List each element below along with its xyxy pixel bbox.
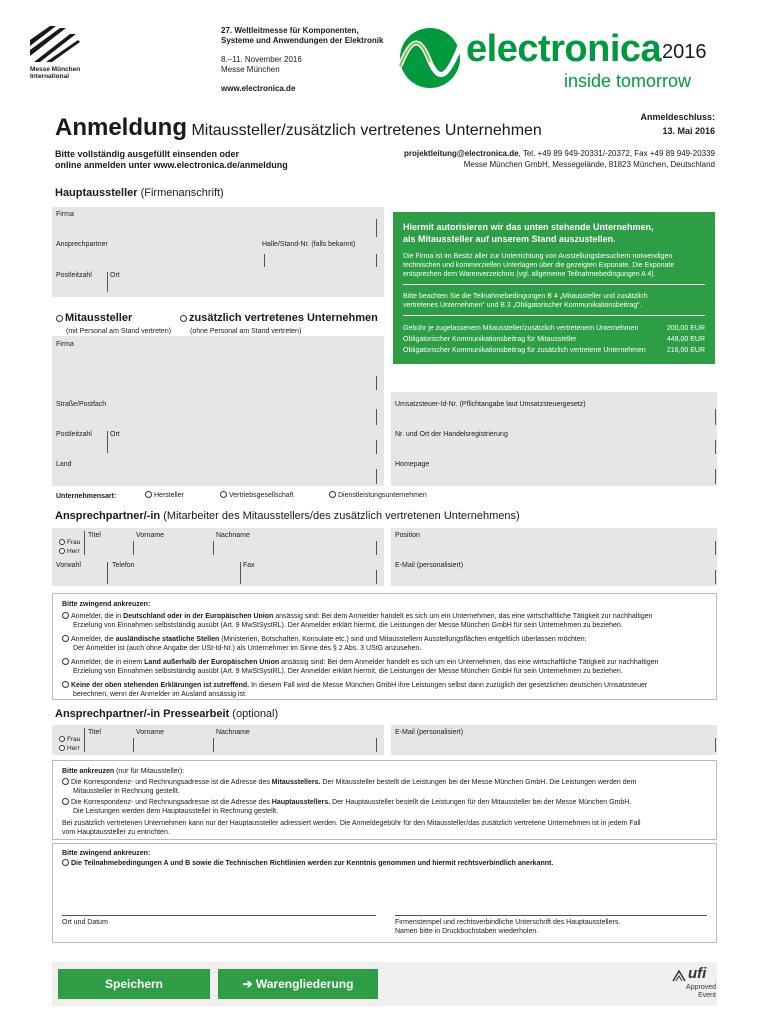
ha-ansprechpartner-input[interactable]: [56, 249, 256, 267]
ort-datum-label: Ort und Datum: [62, 919, 108, 926]
goods-classification-button[interactable]: ➔ Warengliederung: [218, 969, 378, 999]
tax-4-radio[interactable]: [62, 681, 69, 688]
ap-fax-tick: [376, 570, 377, 584]
ap-vorname-tick: [133, 541, 134, 555]
page-title: [55, 114, 542, 142]
tax-1-radio[interactable]: [62, 612, 69, 619]
presse-email-tick: [715, 738, 716, 752]
ma-handelsregister-tick: [715, 440, 716, 454]
agreement-text: Die Teilnahmebedingungen A und B sowie die Technischen Richtlinien werden zur Kenntnis genommen und hiermit rechtsverbindlich anerkannt.: [71, 860, 554, 867]
ansprechpartner-heading: [55, 510, 520, 522]
deadline-date: 13. Mai 2016: [662, 126, 715, 136]
ap-frau-label: Frau: [67, 539, 81, 546]
tax-item-2[interactable]: [62, 635, 712, 653]
billing-option-2[interactable]: [62, 798, 712, 816]
tax-heading: Bitte zwingend ankreuzen:: [62, 601, 151, 608]
ap-titel-tick: [84, 531, 85, 555]
ap-position-label: Position: [395, 532, 420, 539]
ap-vorname-label: Vorname: [136, 532, 165, 539]
ma-strasse-label: Straße/Postfach: [56, 401, 107, 408]
billing-1-bold: Mitausstellers.: [271, 779, 321, 786]
ma-firma-label: Firma: [56, 341, 74, 348]
ap-nachname-input[interactable]: [216, 541, 372, 554]
ma-land-label: Land: [56, 461, 72, 468]
tax-3-pre: Anmelder, die in einem: [71, 659, 145, 666]
zusaetzlich-radio[interactable]: [180, 315, 187, 322]
presse-frau-radio[interactable]: [59, 736, 65, 742]
ap-email-label: E-Mail (personalisiert): [395, 562, 464, 569]
tax-item-4[interactable]: [62, 681, 712, 699]
authorization-box: [393, 212, 715, 364]
presse-email-input[interactable]: [395, 738, 711, 751]
presse-herr-radio[interactable]: [59, 745, 65, 751]
instruction-2: online anmelden unter www.electronica.de/anmeldung: [55, 160, 288, 170]
signature-label-2: Namen bitte in Druckbuchstaben wiederholen.: [395, 928, 539, 935]
title-main: Anmeldung: [55, 114, 187, 141]
ma-land-tick: [376, 469, 377, 484]
presse-nachname-end-tick: [376, 738, 377, 752]
tax-4-post: In diesem Fall wird die Messe München GmbH ihre Leistungen selbst dann zuzüglich der gesetzlichen deutschen Umsatzsteuer: [249, 682, 648, 689]
billing-2-radio[interactable]: [62, 798, 69, 805]
billing-note-1: Bei zusätzlich vertretenen Unternehmen kann nur der Hauptaussteller adressiert werden. Die Anmeldegebühr für den Mitaussteller/das zusätzlich vertretene Unternehmen ist in jedem Fall: [62, 820, 641, 827]
billing-2-line2: Die Leistungen werden dem Hauptaussteller in Rechnung gestellt.: [73, 808, 279, 815]
ufi-logo: [672, 966, 718, 1004]
presse-heading-suffix: (optional): [232, 708, 279, 720]
deadline-label: Anmeldeschluss:: [640, 112, 715, 122]
presse-titel-label: Titel: [88, 729, 101, 736]
ufi-event: Event: [698, 992, 716, 999]
fair-line2: Systeme und Anwendungen der Elektronik: [221, 36, 384, 45]
billing-1-post: Der Mitaussteller bestellt die Leistungen bei der Messe München GmbH. Die Leistungen werden dem: [320, 779, 637, 786]
tax-3-radio[interactable]: [62, 658, 69, 665]
type-hersteller[interactable]: [145, 491, 184, 500]
ma-ort-label: Ort: [110, 431, 120, 438]
agreement-radio[interactable]: [62, 859, 69, 866]
tax-item-3[interactable]: [62, 658, 712, 676]
ma-plz-label: Postleitzahl: [56, 431, 92, 438]
ma-homepage-label: Homepage: [395, 461, 430, 468]
messe-muenchen-logo: [30, 26, 90, 86]
ap-herr-label: Herr: [67, 548, 80, 555]
ap-vorwahl-tick: [107, 562, 108, 584]
tax-1-line2: Erzielung von Einnahmen selbstständig ausübt (Art. 9 MwStSystRL). Der Anmelder erklärt hiermit, die Leistungen der Messe München GmbH für sein Unternehmen zu beziehen.: [73, 622, 623, 629]
ap-telefon-label: Telefon: [112, 562, 135, 569]
ha-firma-tick: [376, 219, 377, 237]
presse-herr-option[interactable]: [59, 745, 80, 753]
ap-email-input[interactable]: [395, 570, 711, 583]
auth-text-1: Die Firma ist im Besitz aller zur Unterrichtung von Ausstellungsbesuchern notwendigen: [403, 253, 673, 260]
fee-amount-1: 200,00 EUR: [666, 325, 705, 332]
mitaussteller-radio[interactable]: [56, 315, 63, 322]
ha-ansprechpartner-label: Ansprechpartner: [56, 241, 108, 248]
auth-divider-2: [403, 315, 705, 316]
ap-titel-label: Titel: [88, 532, 101, 539]
ufi-mark-icon: [672, 970, 686, 982]
tax-2-radio[interactable]: [62, 635, 69, 642]
tax-3-line2: Erzielung von Einnahmen selbstständig ausübt (Art. 9 MwStSystRL). Der Anmelder erklärt hiermit, die Leistungen der Messe München GmbH für sein Unternehmen zu beziehen.: [73, 668, 623, 675]
ma-firma-input[interactable]: [56, 350, 374, 390]
type-dienstleistung-label: Dienstleistungsunternehmen: [338, 492, 427, 499]
ap-position-tick: [715, 541, 716, 555]
tax-4-line2: berechnen, wenn der Anmelder im Ausland ansässig ist.: [73, 691, 247, 698]
tax-2-pre: Anmelder, die: [71, 636, 116, 643]
brand-name: electronica: [466, 28, 662, 70]
electronica-globe-icon: [398, 26, 462, 90]
ap-position-input[interactable]: [395, 541, 711, 554]
fair-location: Messe München: [221, 65, 280, 74]
ma-strasse-input[interactable]: [56, 409, 374, 425]
fee-label-3: Obligatorischer Kommunikationsbeitrag für zusätzlich vertretene Unternehmen: [403, 347, 646, 354]
auth-note-1: Bitte beachten Sie die Teilnahmebedingungen B 4 „Mitaussteller und zusätzlich: [403, 293, 648, 300]
ansprechpartner-heading-text: Ansprechpartner/-in: [55, 510, 161, 522]
ma-firma-tick: [376, 376, 377, 390]
fee-label-1: Gebühr je zugelassenem Mitaussteller/zusätzlich vertretenem Unternehmen: [403, 325, 639, 332]
ap-fax-label: Fax: [243, 562, 255, 569]
presse-herr-label: Herr: [67, 745, 80, 752]
contact-phone: , Tel. +49 89 949-20331/-20372, Fax +49 89 949-20339: [518, 149, 715, 158]
ap-nachname-end-tick: [376, 541, 377, 555]
brand-tagline: inside tomorrow: [564, 71, 692, 91]
presse-vorname-tick: [133, 738, 134, 752]
billing-note-2: vom Hauptaussteller zu entrichten.: [62, 829, 170, 836]
tax-1-bold: Deutschland oder in der Europäischen Union: [123, 613, 274, 620]
hersteller-radio[interactable]: [145, 491, 152, 498]
ap-vorname-input[interactable]: [136, 541, 210, 554]
ma-handelsregister-label: Nr. und Ort der Handelsregistrierung: [395, 431, 508, 438]
ap-frau-option[interactable]: [59, 539, 80, 547]
ap-telefon-input[interactable]: [112, 570, 236, 583]
fee-label-2: Obligatorischer Kommunikationsbeitrag für Mitaussteller: [403, 336, 577, 343]
brand-year: 2016: [662, 41, 707, 63]
ma-plz-input[interactable]: [56, 440, 104, 454]
presse-nachname-tick: [213, 738, 214, 752]
ha-firma-input[interactable]: [56, 219, 374, 237]
ap-herr-option[interactable]: [59, 548, 80, 556]
tax-2-post: (Ministerien, Botschaften, Konsulate etc.) sind und Mitausstellern Ausstellungsflächen entgeltlich überlassen möchten:: [219, 636, 587, 643]
mm-logo-line1: Messe München: [30, 66, 81, 73]
fee-amount-2: 448,00 EUR: [666, 336, 705, 343]
auth-title-1: Hiermit autorisieren wir das unten stehende Unternehmen,: [403, 222, 654, 232]
ma-ort-tick: [376, 440, 377, 454]
option-mitaussteller-sub: (mit Personal am Stand vertreten): [66, 328, 172, 335]
auth-note-2: vertretenes Unternehmen“ und B 3 „Obligatorischer Kommunikationsbeitrag“.: [403, 302, 642, 309]
instruction-1: Bitte vollständig ausgefüllt einsenden oder: [55, 149, 240, 159]
tax-1-post: ansässig sind: Bei dem Anmelder handelt es sich um ein Unternehmen, das eine wirtschaftliche Tätigkeit zur nachhaltigen: [273, 613, 653, 620]
signature-label-1: Firmenstempel und rechtsverbindliche Unterschrift des Hauptausstellers.: [395, 919, 621, 926]
ha-firma-label: Firma: [56, 211, 74, 218]
option-mitaussteller-label: Mitaussteller: [65, 312, 133, 324]
billing-2-bold: Hauptausstellers.: [271, 799, 331, 806]
ma-strasse-tick: [376, 409, 377, 425]
presse-heading-text: Ansprechpartner/-in Pressearbeit: [55, 708, 230, 720]
fair-line1: 27. Weltleitmesse für Komponenten,: [221, 26, 359, 35]
ma-plz-tick: [107, 431, 108, 453]
contact-line: [404, 149, 715, 159]
ap-frau-radio[interactable]: [59, 539, 65, 545]
billing-2-post: Der Hauptaussteller bestellt die Leistungen für den Mitaussteller bei der Messe München GmbH.: [330, 799, 632, 806]
tax-item-1[interactable]: [62, 612, 712, 630]
ap-vorwahl-input[interactable]: [56, 570, 104, 583]
tax-1-pre: Anmelder, die in: [71, 613, 124, 620]
ha-halle-input[interactable]: [266, 249, 374, 267]
tax-4-bold: Keine der oben stehenden Erklärungen ist zutreffend.: [71, 682, 250, 689]
unternehmensart-label: Unternehmensart:: [56, 493, 117, 500]
agreement-heading: Bitte zwingend ankreuzen:: [62, 850, 151, 857]
auth-divider-1: [403, 284, 705, 285]
signature-line: [395, 915, 707, 916]
ap-herr-radio[interactable]: [59, 548, 65, 554]
billing-1-pre: Die Korrespondenz- und Rechnungsadresse ist die Adresse des: [71, 779, 272, 786]
hauptaussteller-heading-text: Hauptaussteller: [55, 187, 138, 199]
ha-ort-input[interactable]: [112, 280, 374, 294]
auth-title-2: als Mitaussteller auf unserem Stand auszustellen.: [403, 234, 616, 244]
ufi-wordmark: ufi: [688, 965, 707, 982]
ma-ust-tick: [715, 409, 716, 425]
ha-halle-tick: [264, 254, 265, 267]
option-zusaetzlich-label: zusätzlich vertretenes Unternehmen: [189, 312, 378, 324]
ha-ort-label: Ort: [110, 272, 120, 279]
billing-option-1[interactable]: [62, 778, 712, 796]
electronica-logo: [398, 26, 728, 96]
billing-2-pre: Die Korrespondenz- und Rechnungsadresse ist die Adresse des: [71, 799, 272, 806]
ha-plz-tick: [107, 272, 108, 292]
ap-telefon-tick: [240, 562, 241, 584]
dienstleistung-radio[interactable]: [329, 491, 336, 498]
fair-website: www.electronica.de: [221, 84, 296, 93]
ma-land-input[interactable]: [56, 469, 374, 483]
presse-titel-tick: [84, 728, 85, 752]
presse-heading: [55, 708, 278, 720]
billing-heading-bold: Bitte ankreuzen: [62, 768, 115, 775]
billing-1-line2: Mitaussteller in Rechnung gestellt.: [73, 788, 180, 795]
contact-address: Messe München GmbH, Messegelände, 81823 München, Deutschland: [463, 160, 715, 169]
type-hersteller-label: Hersteller: [154, 492, 184, 499]
agreement-block: [52, 843, 717, 943]
presse-titel-input[interactable]: [86, 738, 130, 751]
hauptaussteller-heading-suffix: (Firmenanschrift): [140, 187, 224, 199]
type-dienstleistung[interactable]: [329, 491, 427, 500]
tax-3-bold: Land außerhalb der Europäischen Union: [144, 659, 280, 666]
presse-frau-option[interactable]: [59, 736, 80, 744]
ma-handelsregister-input[interactable]: [395, 440, 707, 454]
presse-nachname-label: Nachname: [216, 729, 250, 736]
billing-heading: [62, 767, 184, 776]
auth-text-2: technischen und kommerziellen Unterlagen über die gezeigten Exponate. Die Exponate: [403, 262, 675, 269]
title-sub: Mitaussteller/zusätzlich vertretenes Unternehmen: [191, 122, 542, 139]
ap-email-tick: [715, 570, 716, 584]
option-zusaetzlich[interactable]: [180, 312, 378, 325]
tax-3-post: ansässig sind: Bei dem Anmelder handelt es sich um ein Unternehmen, das eine wirtschaftliche Tätigkeit zur nachhaltigen: [279, 659, 659, 666]
ap-vorwahl-label: Vorwahl: [56, 562, 81, 569]
ort-datum-line: [62, 915, 376, 916]
hauptaussteller-heading: [55, 187, 224, 199]
fair-dates: 8.–11. November 2016: [221, 55, 302, 64]
ha-halle-tick-2: [376, 254, 377, 267]
tax-2-bold: ausländische staatliche Stellen: [115, 636, 220, 643]
billing-1-radio[interactable]: [62, 778, 69, 785]
tax-2-line2: Der Anmelder ist (auch ohne Angabe der USt-Id-Nr.) als Unternehmer im Sinne des § 2 Abs. 3 UStG anzusehen.: [73, 645, 422, 652]
presse-vorname-input[interactable]: [136, 738, 210, 751]
contact-email[interactable]: projektleitung@electronica.de: [404, 149, 519, 158]
type-vertrieb-label: Vertriebsgesellschaft: [229, 492, 294, 499]
presse-frau-label: Frau: [67, 736, 81, 743]
ma-homepage-tick: [715, 469, 716, 484]
billing-heading-rest: (nur für Mitaussteller):: [114, 768, 185, 775]
ap-fax-input[interactable]: [245, 570, 373, 583]
auth-text-3: entsprechen dem Warenverzeichnis (vgl. allgemeine Teilnahmebedingungen A 4).: [403, 271, 656, 278]
mm-logo-line2: International: [30, 73, 70, 80]
option-zusaetzlich-sub: (ohne Personal am Stand vertreten): [190, 328, 302, 335]
ha-plz-label: Postleitzahl: [56, 272, 92, 279]
ma-ort-input[interactable]: [112, 440, 374, 454]
ma-homepage-input[interactable]: [395, 469, 707, 483]
save-button[interactable]: Speichern: [58, 969, 210, 999]
messe-muenchen-logo-mark: [30, 26, 80, 62]
ap-nachname-tick: [213, 541, 214, 555]
presse-nachname-input[interactable]: [216, 738, 372, 751]
ha-plz-input[interactable]: [56, 280, 104, 294]
ap-nachname-label: Nachname: [216, 532, 250, 539]
option-mitaussteller[interactable]: [56, 312, 132, 325]
ha-halle-label: Halle/Stand-Nr. (falls bekannt): [262, 241, 356, 248]
type-vertrieb[interactable]: [220, 491, 294, 500]
fee-amount-3: 216,00 EUR: [666, 347, 705, 354]
ap-titel-input[interactable]: [86, 541, 130, 554]
presse-email-label: E-Mail (personalisiert): [395, 729, 464, 736]
ma-ust-input[interactable]: [395, 409, 707, 425]
ansprechpartner-heading-suffix: (Mitarbeiter des Mitausstellers/des zusätzlich vertretenen Unternehmens): [163, 510, 520, 522]
ufi-approved: Approved: [686, 984, 716, 991]
ma-ust-label: Umsatzsteuer-Id-Nr. (Pflichtangabe laut Umsatzsteuergesetz): [395, 401, 586, 408]
agreement-option[interactable]: [62, 859, 553, 868]
vertrieb-radio[interactable]: [220, 491, 227, 498]
presse-vorname-label: Vorname: [136, 729, 165, 736]
